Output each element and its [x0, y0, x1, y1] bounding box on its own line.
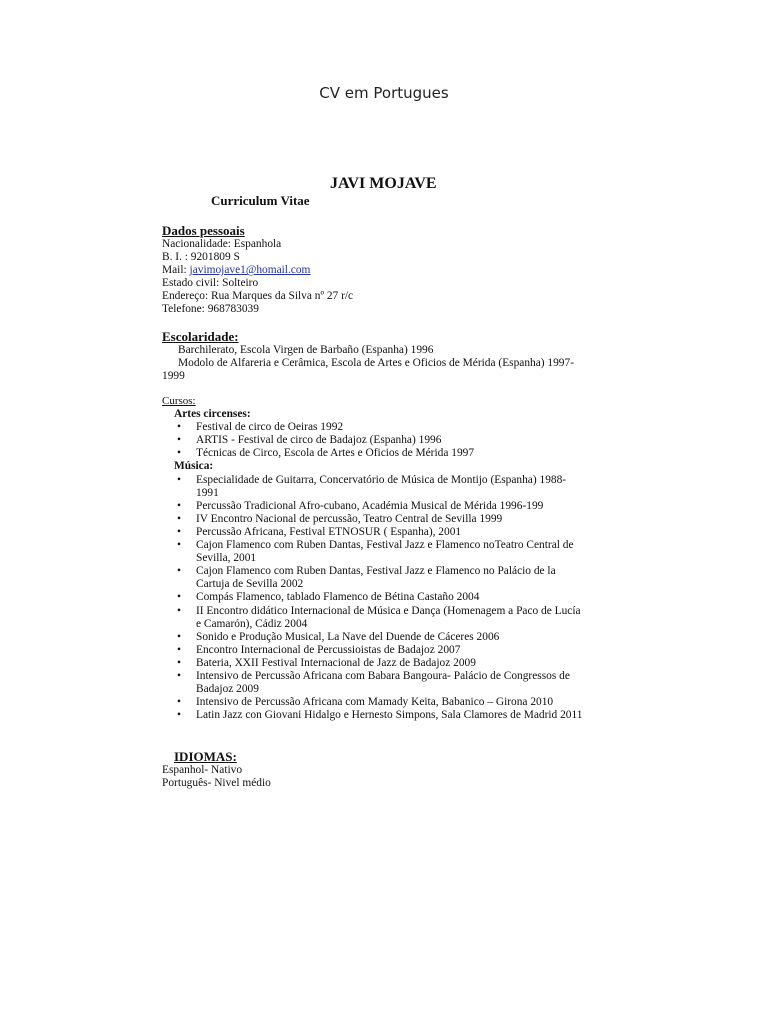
- list-item: [162, 474, 622, 500]
- bullet-icon: •: [177, 565, 181, 578]
- bullet-icon: •: [177, 669, 181, 682]
- course-text: Percussão Tradicional Afro-cubano, Académia Musical de Mérida 1996-199: [196, 499, 544, 512]
- email-link[interactable]: javimojave1@homail.com: [189, 264, 311, 277]
- course-text: II Encontro didático Internacional de Música e Dança (Homenagem a Paco de Lucía e Camarón), Cádiz 2004: [196, 604, 581, 630]
- course-text: Latin Jazz con Giovani Hidalgo e Hernesto Simpons, Sala Clamores de Madrid 2011: [196, 709, 583, 722]
- list-item: [162, 591, 622, 604]
- music-heading: Música:: [174, 460, 214, 473]
- telephone: Telefone: 968783039: [162, 303, 259, 316]
- circus-arts-list: [162, 421, 622, 460]
- education-section: [162, 330, 622, 383]
- list-item: [162, 657, 622, 670]
- bullet-icon: •: [177, 447, 181, 460]
- nationality: Nacionalidade: Espanhola: [162, 238, 282, 250]
- course-text: Especialidade de Guitarra, Concervatório de Música de Montijo (Espanha) 1988- 1991: [196, 473, 567, 499]
- education-line: 1999: [162, 370, 185, 383]
- bullet-icon: •: [177, 499, 181, 512]
- cv-name: JAVI MOJAVE: [330, 175, 437, 192]
- personal-data-section: [162, 224, 622, 317]
- cv-subtitle: Curriculum Vitae: [211, 193, 310, 208]
- list-item: • ARTIS - Festival de circo de Badajoz (Espanha) 1996: [177, 434, 442, 447]
- courses-heading: Cursos:: [162, 395, 196, 407]
- personal-data-heading: Dados pessoais: [162, 223, 245, 238]
- bullet-icon: •: [177, 525, 181, 538]
- course-text: Bateria, XXII Festival Internacional de Jazz de Badajoz 2009: [196, 656, 476, 669]
- marital-status: Estado civil: Solteiro: [162, 277, 259, 290]
- course-text: Intensivo de Percussão Africana com Mamady Keita, Babanico – Girona 2010: [196, 696, 554, 709]
- course-text: IV Encontro Nacional de percussão, Teatro Central de Sevilla 1999: [196, 512, 503, 525]
- list-item: [162, 565, 622, 591]
- bullet-icon: •: [177, 656, 181, 669]
- course-text: Compás Flamenco, tablado Flamenco de Bétina Castaño 2004: [196, 591, 480, 604]
- language-line: Espanhol- Nativo: [162, 764, 243, 776]
- list-item: [162, 644, 622, 657]
- bullet-icon: •: [177, 539, 181, 552]
- list-item: [162, 526, 622, 539]
- bullet-icon: •: [177, 630, 181, 643]
- id-number: B. I. : 9201809 S: [162, 251, 240, 264]
- list-item: [162, 500, 622, 513]
- course-text: Percussão Africana, Festival ETNOSUR ( Espanha), 2001: [196, 525, 462, 538]
- education-line: Barchilerato, Escola Virgen de Barbaño (Espanha) 1996: [178, 344, 434, 356]
- bullet-icon: •: [177, 696, 181, 709]
- bullet-icon: •: [177, 512, 181, 525]
- bullet-icon: •: [177, 709, 181, 722]
- list-item: [162, 631, 622, 644]
- list-item: [162, 709, 622, 722]
- mail-line: [162, 264, 622, 277]
- course-text: Cajon Flamenco com Ruben Dantas, Festival Jazz e Flamenco noTeatro Central de Sevilla, 2001: [196, 539, 574, 565]
- bullet-icon: •: [177, 604, 181, 617]
- list-item: [162, 513, 622, 526]
- bullet-icon: •: [177, 434, 181, 447]
- mail-label: Mail:: [162, 264, 190, 277]
- education-line: Modolo de Alfareria e Cerâmica, Escola de Artes e Oficios de Mérida (Espanha) 1997-: [178, 357, 574, 370]
- courses-section: [162, 395, 622, 722]
- document-title: CV em Portugues: [319, 84, 449, 102]
- language-line: Português- Nivel médio: [162, 777, 271, 790]
- bullet-icon: •: [177, 591, 181, 604]
- bullet-icon: •: [177, 643, 181, 656]
- course-text: Encontro Internacional de Percussioistas de Badajoz 2007: [196, 643, 461, 656]
- list-item: [162, 539, 622, 565]
- languages-section: [162, 750, 622, 790]
- list-item: • Festival de circo de Oeiras 1992: [177, 421, 344, 434]
- bullet-icon: •: [177, 473, 181, 486]
- list-item: [162, 670, 622, 696]
- music-course-list: [162, 474, 622, 723]
- address: Endereço: Rua Marques da Silva nº 27 r/c: [162, 290, 354, 303]
- bullet-icon: •: [177, 421, 181, 434]
- list-item: • Técnicas de Circo, Escola de Artes e Oficios de Mérida 1997: [177, 447, 475, 460]
- list-item: [162, 696, 622, 709]
- course-text: Intensivo de Percussão Africana com Babara Bangoura- Palácio de Congressos de Badajoz 2009: [196, 669, 570, 696]
- circus-arts-heading: Artes circenses:: [174, 408, 251, 421]
- education-heading: Escolaridade:: [162, 329, 239, 344]
- list-item: [162, 605, 622, 631]
- languages-heading: IDIOMAS:: [174, 749, 237, 764]
- course-text: Cajon Flamenco com Ruben Dantas, Festival Jazz e Flamenco no Palácio de la Cartuja de Sevilla 2002: [196, 565, 556, 591]
- course-text: Sonido e Produção Musical, La Nave del Duende de Cáceres 2006: [196, 630, 500, 643]
